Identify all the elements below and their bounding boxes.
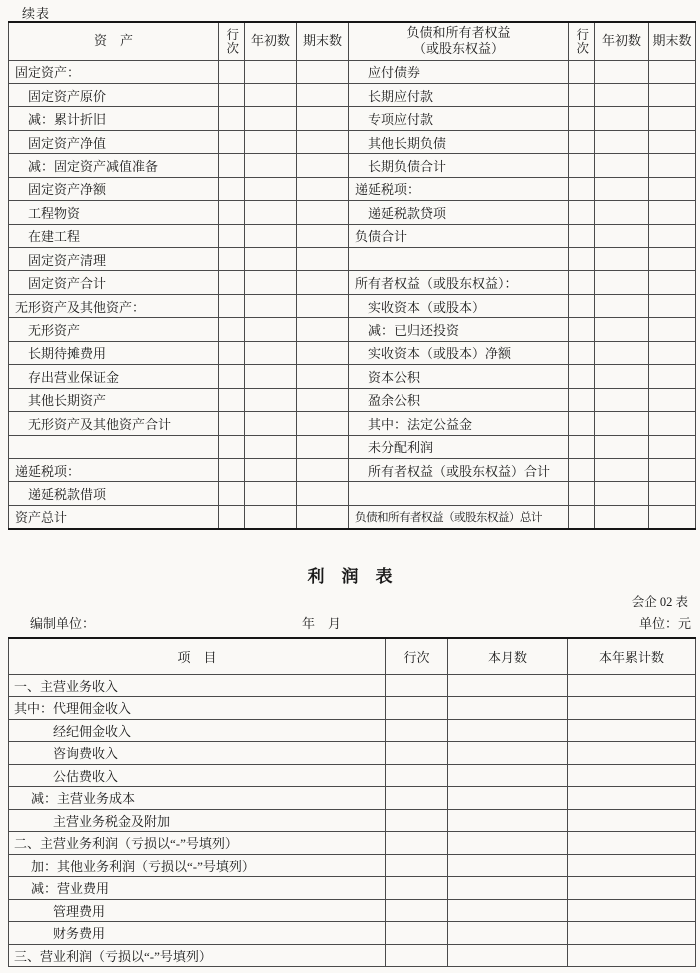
asset-label-cell: 无形资产 [9,318,219,341]
asset-end-period-cell [297,505,349,528]
line-no-cell [386,764,448,787]
liability-label-cell: 其中：法定公益金 [349,412,569,435]
income-statement-row [9,719,696,742]
item-label-cell: 二、主营业务利润（亏损以“-”号填列） [9,832,386,855]
balance-sheet-row [9,458,696,481]
liability-line-no-cell [569,294,595,317]
liability-begin-year-cell [595,505,649,528]
current-month-cell [448,899,568,922]
liabilities-header-line1: 负债和所有者权益 [406,25,511,40]
liability-line-no-cell [569,412,595,435]
asset-label-cell: 长期待摊费用 [9,341,219,364]
balance-sheet-row [9,201,696,224]
income-statement-row [9,764,696,787]
item-label-cell: 其中：代理佣金收入 [9,697,386,720]
asset-end-period-cell [297,435,349,458]
assets-column-header: 资 产 [9,22,219,60]
liability-line-no-cell [569,154,595,177]
balance-sheet-row [9,294,696,317]
income-statement-row [9,787,696,810]
asset-end-period-cell [297,388,349,411]
asset-begin-year-cell [245,482,297,505]
liability-line-no-cell [569,107,595,130]
liability-label-cell: 资本公积 [349,365,569,388]
income-statement-header-row [9,638,696,674]
item-label-cell: 公估费收入 [9,764,386,787]
liability-line-no-cell [569,388,595,411]
liability-begin-year-cell [595,60,649,83]
form-number-label: 会企 02 表 [631,595,688,609]
asset-begin-year-cell [245,154,297,177]
asset-begin-year-cell [245,107,297,130]
liability-end-period-cell [649,177,696,200]
balance-sheet-row [9,130,696,153]
begin-year-column-header: 年初数 [245,22,297,60]
balance-sheet-row [9,318,696,341]
asset-label-cell: 无形资产及其他资产： [9,294,219,317]
liability-line-no-cell [569,248,595,271]
liability-end-period-cell [649,341,696,364]
asset-end-period-cell [297,341,349,364]
current-month-cell [448,787,568,810]
income-statement-row [9,899,696,922]
item-label-cell: 主营业务税金及附加 [9,809,386,832]
asset-end-period-cell [297,201,349,224]
liability-label-cell [349,482,569,505]
liability-end-period-cell [649,224,696,247]
line-no-cell [386,832,448,855]
item-label-cell: 管理费用 [9,899,386,922]
item-label-cell: 加：其他业务利润（亏损以“-”号填列） [9,854,386,877]
liability-line-no-cell [569,177,595,200]
balance-sheet-row [9,388,696,411]
asset-line-no-cell [219,482,245,505]
income-statement-row [9,944,696,967]
liabilities-column-header [349,22,569,60]
asset-line-no-cell [219,201,245,224]
liability-line-no-cell [569,271,595,294]
asset-line-no-cell [219,435,245,458]
current-month-cell [448,854,568,877]
line-no-cell [386,742,448,765]
balance-sheet-row [9,365,696,388]
liability-line-no-cell [569,224,595,247]
liability-label-cell: 实收资本（或股本）净额 [349,341,569,364]
year-to-date-cell [568,877,696,900]
balance-sheet-row [9,505,696,528]
liability-label-cell: 长期负债合计 [349,154,569,177]
year-to-date-cell [568,854,696,877]
liability-end-period-cell [649,482,696,505]
asset-end-period-cell [297,224,349,247]
asset-label-cell: 固定资产合计 [9,271,219,294]
line-no-cell [386,674,448,697]
line-no-cell [386,854,448,877]
balance-sheet-row [9,224,696,247]
asset-line-no-cell [219,388,245,411]
liability-label-cell: 减：已归还投资 [349,318,569,341]
balance-sheet-table [8,21,696,530]
balance-sheet-row [9,482,696,505]
balance-sheet-row [9,412,696,435]
asset-end-period-cell [297,130,349,153]
current-month-column-header: 本月数 [448,638,568,674]
asset-begin-year-cell [245,271,297,294]
liability-line-no-cell [569,60,595,83]
asset-label-cell: 固定资产： [9,60,219,83]
item-column-header: 项 目 [9,638,386,674]
current-month-cell [448,674,568,697]
year-to-date-cell [568,899,696,922]
liability-begin-year-cell [595,318,649,341]
asset-begin-year-cell [245,365,297,388]
balance-sheet-row [9,83,696,106]
income-statement-row [9,922,696,945]
continued-table-label: 续表 [22,6,51,21]
income-statement-table [8,637,696,967]
asset-line-no-cell [219,154,245,177]
liability-label-cell: 未分配利润 [349,435,569,458]
liability-end-period-cell [649,388,696,411]
liability-line-no-cell [569,201,595,224]
liability-line-no-cell [569,365,595,388]
asset-end-period-cell [297,294,349,317]
year-to-date-cell [568,764,696,787]
asset-end-period-cell [297,83,349,106]
liability-end-period-cell [649,201,696,224]
line-no-cell [386,697,448,720]
item-label-cell: 减：主营业务成本 [9,787,386,810]
asset-line-no-cell [219,248,245,271]
liability-label-cell: 长期应付款 [349,83,569,106]
balance-sheet-row [9,60,696,83]
year-to-date-cell [568,674,696,697]
current-month-cell [448,809,568,832]
current-month-cell [448,922,568,945]
liability-begin-year-cell [595,271,649,294]
asset-label-cell: 递延税项： [9,458,219,481]
end-period-column-header: 期末数 [297,22,349,60]
asset-begin-year-cell [245,412,297,435]
asset-begin-year-cell [245,60,297,83]
asset-begin-year-cell [245,458,297,481]
liability-line-no-cell [569,130,595,153]
asset-line-no-cell [219,177,245,200]
item-label-cell: 一、主营业务收入 [9,674,386,697]
balance-sheet-row [9,248,696,271]
liability-label-cell: 所有者权益（或股东权益）合计 [349,458,569,481]
current-month-cell [448,719,568,742]
line-no-cell [386,787,448,810]
asset-label-cell: 工程物资 [9,201,219,224]
income-statement-row [9,697,696,720]
liability-begin-year-cell [595,107,649,130]
liability-begin-year-cell [595,224,649,247]
asset-label-cell: 存出营业保证金 [9,365,219,388]
asset-line-no-cell [219,107,245,130]
asset-end-period-cell [297,482,349,505]
liability-label-cell: 递延税款贷项 [349,201,569,224]
balance-sheet-row [9,341,696,364]
liability-line-no-cell [569,505,595,528]
current-month-cell [448,697,568,720]
item-label-cell: 经纪佣金收入 [9,719,386,742]
asset-end-period-cell [297,154,349,177]
asset-begin-year-cell [245,505,297,528]
current-month-cell [448,764,568,787]
balance-sheet-row [9,177,696,200]
liability-begin-year-cell [595,482,649,505]
asset-begin-year-cell [245,318,297,341]
income-statement-row [9,832,696,855]
liability-begin-year-cell [595,412,649,435]
asset-line-no-cell [219,458,245,481]
liability-end-period-cell [649,83,696,106]
income-statement-row [9,674,696,697]
income-statement-title: 利 润 表 [307,567,393,586]
asset-line-no-cell [219,412,245,435]
balance-sheet-row [9,154,696,177]
asset-line-no-cell [219,341,245,364]
asset-label-cell: 固定资产净值 [9,130,219,153]
asset-label-cell [9,435,219,458]
begin-year-column-header: 年初数 [595,22,649,60]
liability-end-period-cell [649,60,696,83]
current-month-cell [448,944,568,967]
liability-begin-year-cell [595,341,649,364]
asset-label-cell: 资产总计 [9,505,219,528]
liability-line-no-cell [569,458,595,481]
asset-end-period-cell [297,60,349,83]
income-statement-row [9,854,696,877]
asset-line-no-cell [219,271,245,294]
asset-label-cell: 固定资产清理 [9,248,219,271]
asset-end-period-cell [297,248,349,271]
line-no-cell [386,719,448,742]
liability-line-no-cell [569,341,595,364]
year-to-date-cell [568,832,696,855]
liability-label-cell: 实收资本（或股本） [349,294,569,317]
liability-end-period-cell [649,412,696,435]
liability-end-period-cell [649,458,696,481]
asset-begin-year-cell [245,435,297,458]
prepared-by-label: 编制单位： [30,616,96,631]
end-period-column-header: 期末数 [649,22,696,60]
asset-begin-year-cell [245,224,297,247]
line-no-cell [386,809,448,832]
asset-line-no-cell [219,224,245,247]
year-to-date-cell [568,787,696,810]
liability-label-cell [349,248,569,271]
asset-label-cell: 在建工程 [9,224,219,247]
liability-label-cell: 递延税项： [349,177,569,200]
line-no-cell [386,899,448,922]
liability-end-period-cell [649,107,696,130]
asset-begin-year-cell [245,294,297,317]
date-label: 年 月 [301,616,341,631]
asset-label-cell: 固定资产净额 [9,177,219,200]
line-no-column-header [569,22,595,60]
liability-line-no-cell [569,83,595,106]
liability-label-cell: 应付债券 [349,60,569,83]
liability-begin-year-cell [595,388,649,411]
liability-label-cell: 负债和所有者权益（或股东权益）总计 [349,505,569,528]
year-to-date-cell [568,719,696,742]
item-label-cell: 减：营业费用 [9,877,386,900]
liabilities-header-line2: （或股东权益） [412,41,504,57]
asset-end-period-cell [297,177,349,200]
current-month-cell [448,877,568,900]
asset-end-period-cell [297,318,349,341]
asset-label-cell: 递延税款借项 [9,482,219,505]
liability-begin-year-cell [595,365,649,388]
line-no-cell [386,877,448,900]
line-no-column-header [219,22,245,60]
year-to-date-column-header: 本年累计数 [568,638,696,674]
asset-line-no-cell [219,60,245,83]
asset-line-no-cell [219,294,245,317]
asset-line-no-cell [219,505,245,528]
asset-end-period-cell [297,271,349,294]
asset-line-no-cell [219,130,245,153]
liability-begin-year-cell [595,154,649,177]
line-no-vertical-text: 行次 [224,27,239,55]
item-label-cell: 咨询费收入 [9,742,386,765]
year-to-date-cell [568,922,696,945]
liability-end-period-cell [649,365,696,388]
liability-label-cell: 其他长期负债 [349,130,569,153]
asset-begin-year-cell [245,177,297,200]
asset-end-period-cell [297,458,349,481]
liability-begin-year-cell [595,294,649,317]
liability-end-period-cell [649,505,696,528]
liability-end-period-cell [649,271,696,294]
item-label-cell: 三、营业利润（亏损以“-”号填列） [9,944,386,967]
balance-sheet-header-row [9,22,696,60]
liability-line-no-cell [569,318,595,341]
asset-line-no-cell [219,83,245,106]
asset-label-cell: 其他长期资产 [9,388,219,411]
current-month-cell [448,742,568,765]
liability-label-cell: 专项应付款 [349,107,569,130]
asset-begin-year-cell [245,83,297,106]
line-no-cell [386,922,448,945]
asset-begin-year-cell [245,341,297,364]
liability-end-period-cell [649,435,696,458]
liability-end-period-cell [649,154,696,177]
unit-label: 单位：元 [638,616,691,631]
liability-label-cell: 负债合计 [349,224,569,247]
asset-label-cell: 减：固定资产减值准备 [9,154,219,177]
item-label-cell: 财务费用 [9,922,386,945]
liability-end-period-cell [649,248,696,271]
liability-begin-year-cell [595,248,649,271]
line-no-cell [386,944,448,967]
liability-end-period-cell [649,130,696,153]
liability-label-cell: 盈余公积 [349,388,569,411]
liability-begin-year-cell [595,83,649,106]
asset-label-cell: 无形资产及其他资产合计 [9,412,219,435]
liability-begin-year-cell [595,435,649,458]
income-statement-row [9,742,696,765]
liability-begin-year-cell [595,130,649,153]
asset-end-period-cell [297,365,349,388]
balance-sheet-row [9,271,696,294]
asset-label-cell: 固定资产原价 [9,83,219,106]
liability-begin-year-cell [595,177,649,200]
liability-line-no-cell [569,482,595,505]
liability-begin-year-cell [595,201,649,224]
liability-line-no-cell [569,435,595,458]
income-statement-meta-row [8,613,695,633]
balance-sheet-row [9,435,696,458]
balance-sheet-row [9,107,696,130]
line-no-column-header: 行次 [386,638,448,674]
income-statement-row [9,877,696,900]
asset-line-no-cell [219,365,245,388]
asset-begin-year-cell [245,201,297,224]
liability-label-cell: 所有者权益（或股东权益）： [349,271,569,294]
income-statement-row [9,809,696,832]
year-to-date-cell [568,809,696,832]
year-to-date-cell [568,742,696,765]
asset-line-no-cell [219,318,245,341]
asset-end-period-cell [297,412,349,435]
liability-begin-year-cell [595,458,649,481]
asset-begin-year-cell [245,130,297,153]
year-to-date-cell [568,944,696,967]
asset-label-cell: 减：累计折旧 [9,107,219,130]
liability-end-period-cell [649,294,696,317]
year-to-date-cell [568,697,696,720]
liability-end-period-cell [649,318,696,341]
current-month-cell [448,832,568,855]
line-no-vertical-text: 行次 [574,27,589,55]
asset-end-period-cell [297,107,349,130]
asset-begin-year-cell [245,388,297,411]
asset-begin-year-cell [245,248,297,271]
